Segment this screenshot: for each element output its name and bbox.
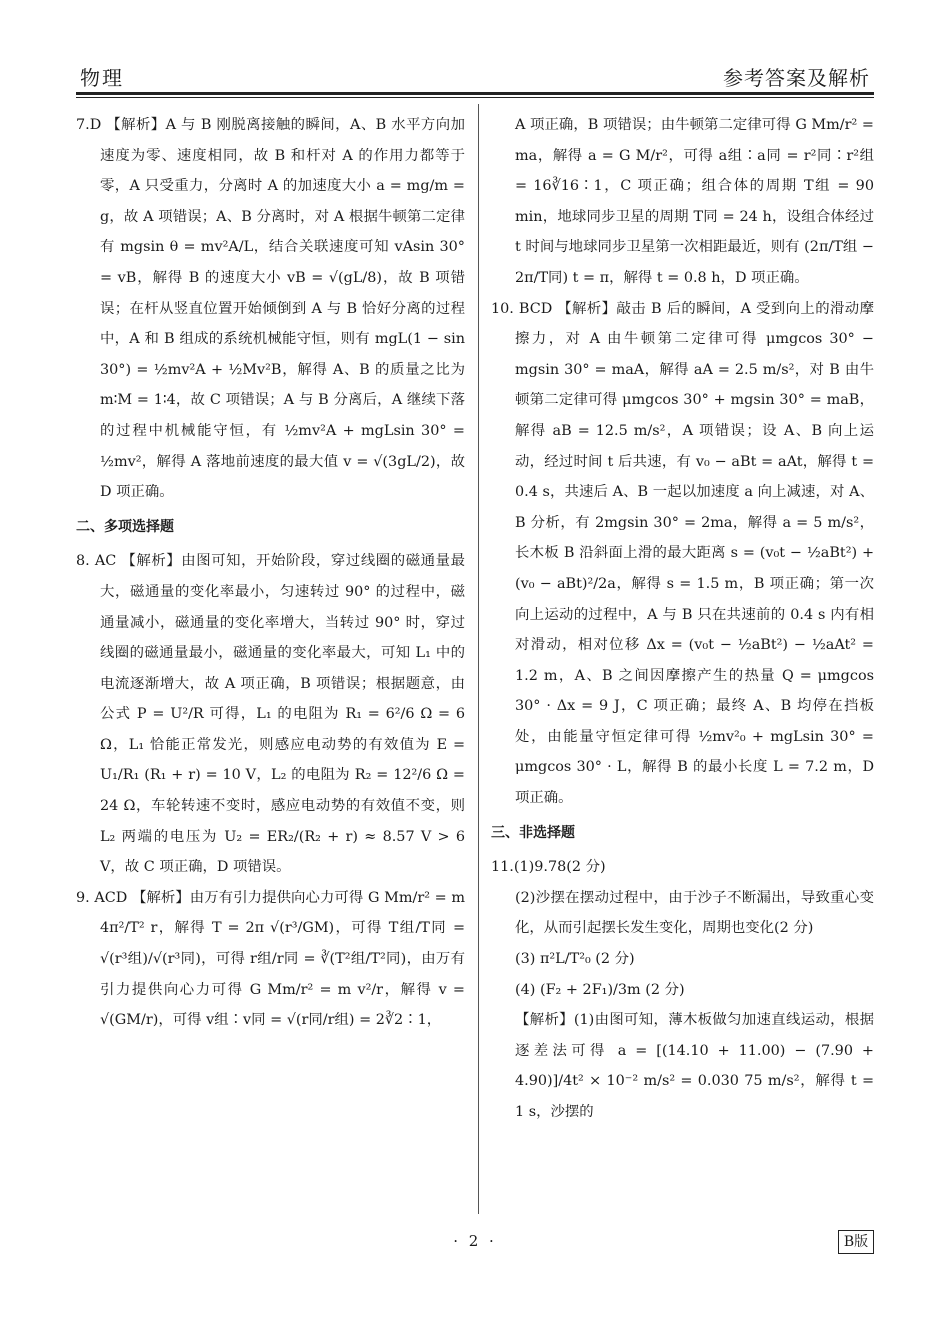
answer-q7: 7.D 【解析】A 与 B 刚脱离接触的瞬间，A、B 水平方向加速度为零、速度相同，故 B 和杆对 A 的作用力都等于零，A 只受重力，分离时 A 的加速度大小 a = mg/m = g，故 A 项错误；A、B 分离时，对 A 根据牛顿第二定律有 mgsin θ = mv²A/L，结合关联速度可知 vAsin 30° = vB，解得 B 的速度大小 vB = √(gL/8)，故 B 项错误；在杆从竖直位置开始倾倒到 A 与 B 恰好分离的过程中，A 和 B 组成的系统机械能守恒，则有 mgL(1 − sin 30°) = ½mv²A + ½Mv²B，解得 A、B 的质量之比为 m∶M = 1∶4，故 C 项错误；A 与 B 分离后，A 继续下落的过程中机械能守恒，有 ½mv²A + mgLsin 30° = ½mv²，解得 A 落地前速度的最大值 v = √(3gL/2)，故 D 项正确。 xyxy=(76,117,465,501)
right-column xyxy=(491,110,874,1128)
column-divider xyxy=(478,104,479,1214)
answer-q10: 10. BCD 【解析】敲击 B 后的瞬间，A 受到向上的滑动摩擦力，对 A 由牛顿第二定律可得 μmgcos 30° − mgsin 30° = maA，解得 aA = 2.5 m/s²，对 B 由牛顿第二定律可得 μmgcos 30° + mgsin 30° = maB，解得 aB = 12.5 m/s²，A 项错误；设 A、B 向上运动，经过时间 t 后共速，有 v₀ − aBt = aAt，解得 t = 0.4 s，共速后 A、B 一起以加速度 a 向上减速，对 A、B 分析，有 2mgsin 30° = 2ma，解得 a = 5 m/s²，长木板 B 沿斜面上滑的最大距离 s = (v₀t − ½aBt²) + (v₀ − aBt)²/2a，解得 s = 1.5 m，B 项正确；第一次向上运动的过程中，A 与 B 只在共速前的 0.4 s 内有相对滑动，相对位移 Δx = (v₀t − ½aBt²) − ½aAt² = 1.2 m，A、B 之间因摩擦产生的热量 Q = μmgcos 30° · Δx = 9 J，C 项正确；最终 A、B 均停在挡板处，由能量守恒定律可得 ½mv²₀ + mgLsin 30° = μmgcos 30° · L，解得 B 的最小长度 L = 7.2 m，D 项正确。 xyxy=(491,300,874,807)
answer-q9: 9. ACD 【解析】由万有引力提供向心力可得 G Mm/r² = m 4π²/T² r，解得 T = 2π √(r³/GM)，可得 T组/T同 = √(r³组)/√(r³同)，可得 r组/r同 = ∛(T²组/T²同)，由万有引力提供向心力可得 G Mm/r² = m v²/r，解得 v = √(GM/r)，可得 v组∶v同 = √(r同/r组) = 2∛2∶1， xyxy=(76,889,465,1029)
section-heading-multiple-choice: 二、多项选择题 xyxy=(76,518,174,535)
answer-q9-continued: A 项正确，B 项错误；由牛顿第二定律可得 G Mm/r² = ma，解得 a = G M/r²，可得 a组∶a同 = r²同∶r²组 = 16∛16∶1，C 项正确；组合体的周期 T组 = 90 min，地球同步卫星的周期 T同 = 24 h，设组合体经过 t 时间与地球同步卫星第一次相距最近，则有 (2π/T组 − 2π/T同) t = π，解得 t = 0.8 h，D 项正确。 xyxy=(515,117,874,286)
answer-q8: 8. AC 【解析】由图可知，开始阶段，穿过线圈的磁通量最大，磁通量的变化率最小，匀速转过 90° 的过程中，磁通量减小，磁通量的变化率增大，当转过 90° 时，穿过线圈的磁通量最小，磁通量的变化率最大，可知 L₁ 中的电流逐渐增大，故 A 项正确，B 项错误；根据题意，由公式 P = U²/R 可得，L₁ 的电阻为 R₁ = 6²/6 Ω = 6 Ω，L₁ 恰能正常发光，则感应电动势的有效值为 E = U₁/R₁ (R₁ + r) = 10 V，L₂ 的电阻为 R₂ = 12²/6 Ω = 24 Ω，车轮转速不变时，感应电动势的有效值不变，则 L₂ 两端的电压为 U₂ = ER₂/(R₂ + r) ≈ 8.57 V > 6 V，故 C 项正确，D 项错误。 xyxy=(76,553,465,876)
version-badge: B版 xyxy=(838,1230,874,1254)
page-number: · 2 · xyxy=(453,1232,497,1250)
answer-q11-part1: 11.(1)9.78(2 分) xyxy=(491,859,606,876)
answer-q11-part2: (2)沙摆在摆动过程中，由于沙子不断漏出，导致重心变化，从而引起摆长发生变化，周期也变化(2 分) xyxy=(515,889,874,937)
answer-q11-part4: (4) (F₂ + 2F₁)/3m (2 分) xyxy=(515,981,685,998)
answer-q11-analysis: 【解析】(1)由图可知，薄木板做匀加速直线运动，根据逐差法可得 a = [(14.10 + 11.00) − (7.90 + 4.90)]/4t² × 10⁻² m/s² = 0.030 75 m/s²，解得 t = 1 s，沙摆的 xyxy=(515,1012,874,1120)
section-title: 参考答案及解析 xyxy=(723,66,870,90)
section-heading-non-choice: 三、非选择题 xyxy=(491,824,575,841)
header-rule-thin xyxy=(76,97,874,98)
page-header xyxy=(76,58,874,92)
left-column xyxy=(76,110,465,1036)
answer-q11-part3: (3) π²L/T²₀ (2 分) xyxy=(515,951,635,968)
subject-label: 物理 xyxy=(80,66,124,90)
header-rule-thick xyxy=(76,92,874,95)
